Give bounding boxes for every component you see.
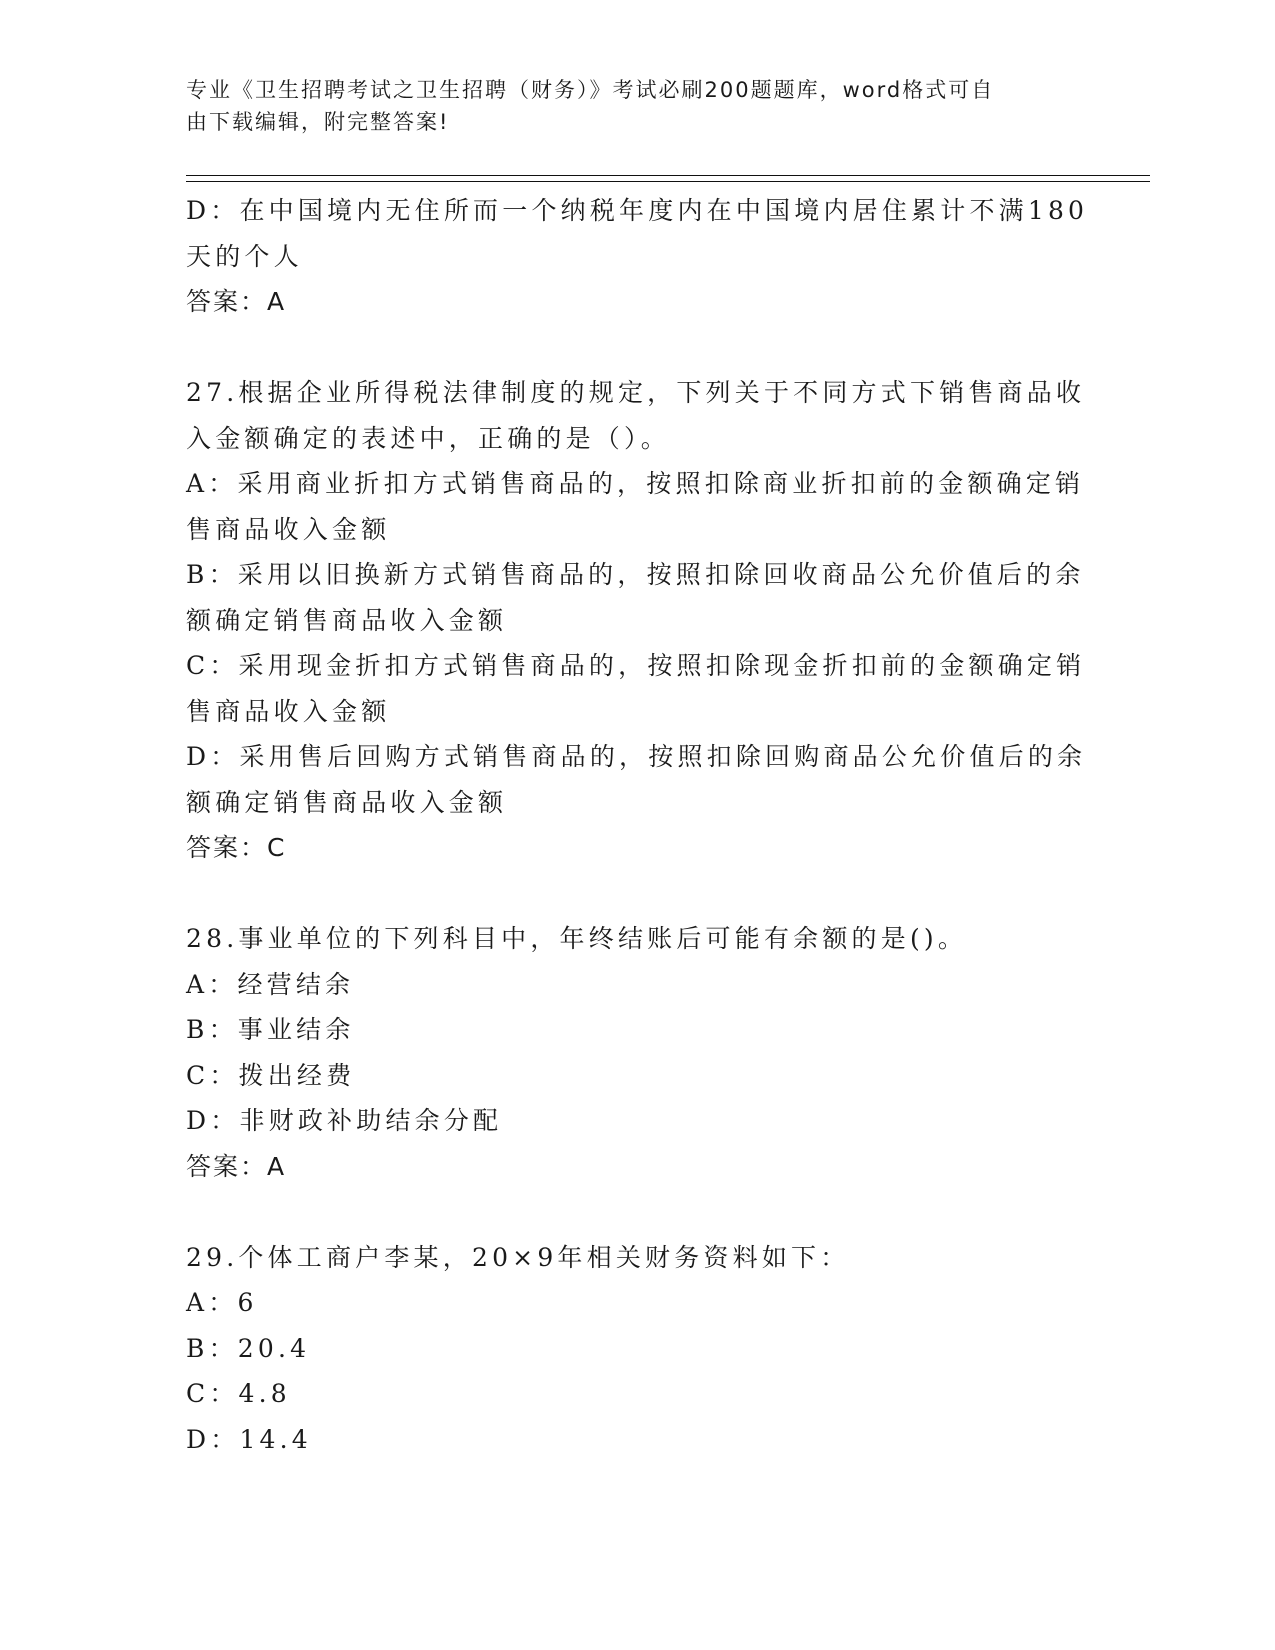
option-b: 额确定销售商品收入金额 (186, 605, 508, 635)
question-stem: 28.事业单位的下列科目中，年终结账后可能有余额的是()。 (186, 924, 968, 953)
option-d: 额确定销售商品收入金额 (186, 787, 508, 817)
option-b: B：事业结余 (186, 1015, 355, 1044)
option-d: D：14.4 (186, 1424, 312, 1454)
question-29 (186, 1235, 1076, 1463)
page-header (186, 74, 1066, 138)
question-list (186, 188, 1089, 1462)
header-line-2: 由下载编辑，附完整答案! (186, 110, 450, 134)
header-line-1: 专业《卫生招聘考试之卫生招聘（财务）》考试必刷200题题库，word格式可自 (186, 78, 995, 102)
option-a: A：采用商业折扣方式销售商品的，按照扣除商业折扣前的金额确定销 (186, 469, 1085, 498)
option-d: D：非财政补助结余分配 (186, 1106, 503, 1135)
answer-line: 答案：C (186, 833, 287, 862)
header-divider-top (186, 175, 1150, 176)
question-28 (186, 916, 1076, 1189)
header-divider-bottom (186, 181, 1150, 182)
answer-line: 答案：A (186, 287, 287, 316)
question-27 (186, 370, 1087, 871)
answer-line: 答案：A (186, 1151, 287, 1181)
option-c: C：拨出经费 (186, 1060, 356, 1090)
option-a: 售商品收入金额 (186, 514, 391, 544)
option-d-line: 天的个人 (186, 241, 303, 271)
option-b: B：采用以旧换新方式销售商品的，按照扣除回收商品公允价值后的余 (186, 560, 1085, 589)
option-a: A：经营结余 (186, 969, 355, 999)
option-b: B：20.4 (186, 1333, 311, 1363)
option-d: D：采用售后回购方式销售商品的，按照扣除回购商品公允价值后的余 (186, 742, 1087, 771)
option-d-line: D：在中国境内无住所而一个纳税年度内在中国境内居住累计不满180 (186, 196, 1089, 225)
option-c: 售商品收入金额 (186, 696, 391, 726)
option-c: C：4.8 (186, 1379, 291, 1408)
question-spacer (186, 871, 1076, 917)
option-c: C：采用现金折扣方式销售商品的，按照扣除现金折扣前的金额确定销 (186, 651, 1086, 680)
question-stem: 入金额确定的表述中，正确的是（）。 (186, 423, 670, 453)
question-stem: 27.根据企业所得税法律制度的规定，下列关于不同方式下销售商品收 (186, 378, 1086, 407)
question-spacer (186, 325, 1076, 371)
question-spacer (186, 1189, 1076, 1235)
question-26-tail (186, 188, 1089, 325)
option-a: A：6 (186, 1288, 258, 1317)
question-stem: 29.个体工商户李某，20×9年相关财务资料如下： (186, 1242, 850, 1272)
